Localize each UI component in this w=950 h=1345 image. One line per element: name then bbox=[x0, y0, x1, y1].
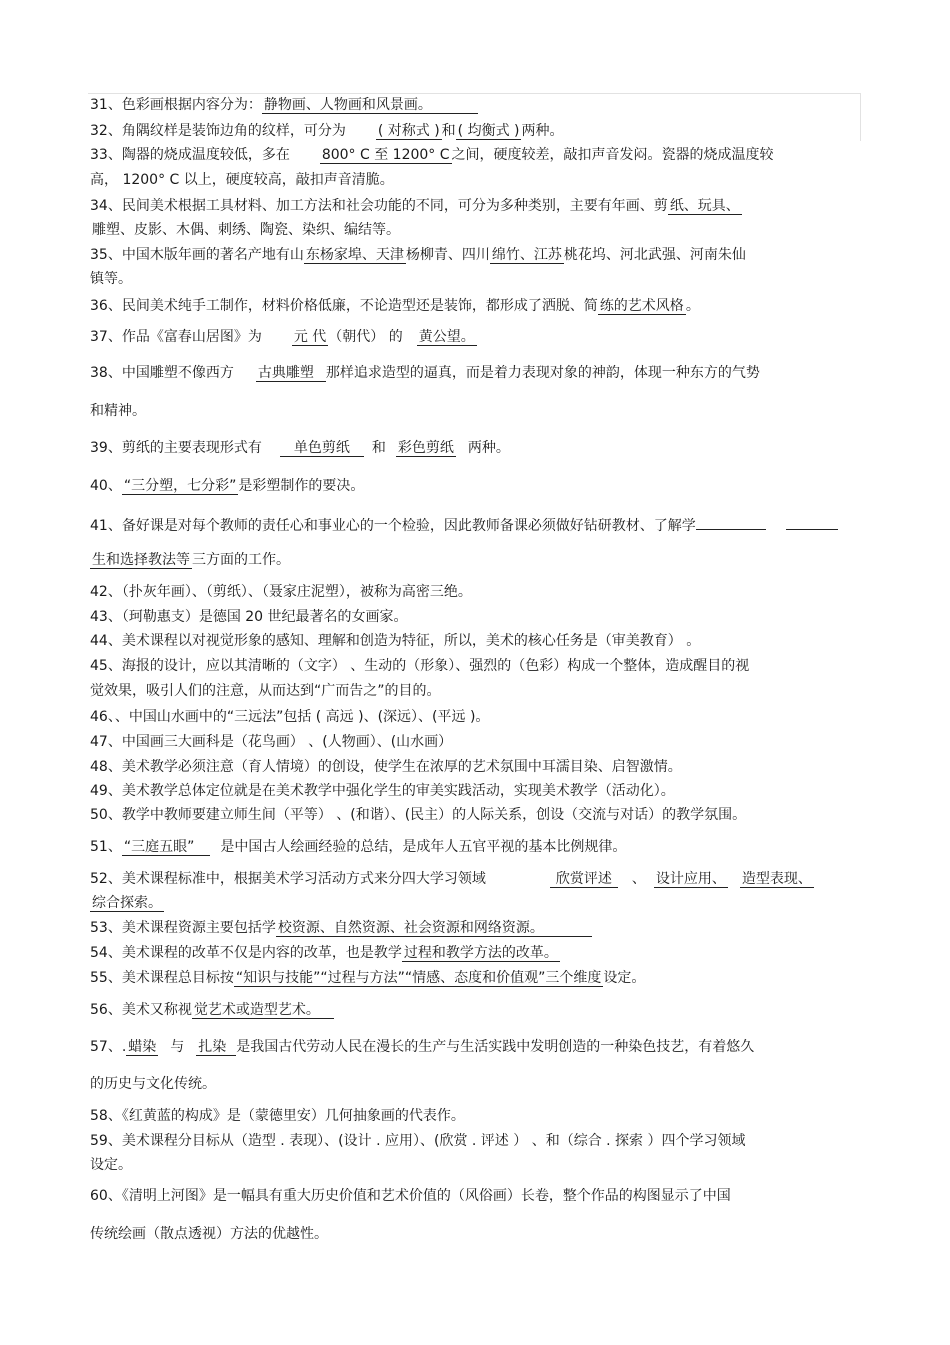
question-text: 桃花坞、河北武强、河南朱仙 bbox=[563, 247, 746, 263]
question-35-line2: 镇等。 bbox=[90, 271, 132, 287]
question-text: 、 bbox=[631, 871, 646, 887]
question-text: 57、. bbox=[90, 1039, 127, 1055]
question-text: 两种。 bbox=[521, 123, 564, 139]
answer: 造型表现、 bbox=[741, 871, 812, 887]
question-text: 38、中国雕塑不像西方 bbox=[90, 365, 234, 381]
question-text: 37、作品《富春山居图》为 bbox=[90, 329, 262, 345]
question-54 bbox=[90, 944, 560, 962]
question-50: 50、教学中教师要建立师生间（平等） 、(和谐）、(民主）的人际关系，创设（交流与对话）的教学氛围。 bbox=[90, 807, 747, 823]
question-text: 35、中国木版年画的著名产地有山 bbox=[90, 247, 304, 263]
question-31 bbox=[90, 96, 478, 114]
answer: 纸、玩具、 bbox=[669, 198, 740, 214]
question-text: 和 bbox=[441, 123, 456, 139]
question-36 bbox=[90, 297, 700, 315]
answer: 校资源、自然资源、社会资源和网络资源。 bbox=[276, 920, 592, 937]
question-52-line2 bbox=[90, 894, 164, 912]
question-text: 是我国古代劳动人民在漫长的生产与生活实践中发明创造的一种染色技艺，有着悠久 bbox=[236, 1039, 755, 1055]
question-41-line2 bbox=[90, 551, 290, 569]
question-text: 与 bbox=[170, 1039, 185, 1055]
answer: 设计应用、 bbox=[655, 871, 726, 887]
question-text: 三方面的工作。 bbox=[192, 552, 290, 568]
answer: 扎染 bbox=[196, 1039, 236, 1056]
question-45-line2: 觉效果，吸引人们的注意，从而达到“广而告之”的目的。 bbox=[90, 683, 441, 699]
answer: 绵竹、江苏 bbox=[491, 247, 562, 263]
question-59: 59、美术课程分目标从（造型 . 表现）、(设计 . 应用）、(欣赏 . 评述 ） 、和（综合 . 探索 ）四个学习领域 bbox=[90, 1133, 746, 1149]
answer: ( 对称式 ) bbox=[377, 123, 440, 139]
question-40 bbox=[90, 477, 364, 495]
question-text: 31、色彩画根据内容分为： bbox=[90, 97, 262, 113]
question-35 bbox=[90, 246, 746, 264]
question-59-line2: 设定。 bbox=[90, 1157, 132, 1173]
question-text: 34、民间美术根据工具材料、加工方法和社会功能的不同，可分为多种类别，主要有年画、剪 bbox=[90, 198, 668, 214]
answer: “三庭五眼” bbox=[122, 839, 211, 856]
question-34 bbox=[90, 197, 742, 215]
answer: 元 代 bbox=[293, 329, 327, 345]
question-45: 45、海报的设计，应以其清晰的（文字） 、生动的（形象）、强烈的（色彩）构成一个整体，造成醒目的视 bbox=[90, 658, 750, 674]
question-text: 54、美术课程的改革不仅是内容的改革，也是教学 bbox=[90, 945, 402, 961]
question-33-line2: 高， 1200° C 以上，硬度较高，敲扣声音清脆。 bbox=[90, 172, 394, 188]
answer: 东杨家埠、天津 bbox=[305, 247, 404, 263]
question-58: 58、《红黄蓝的构成》是（蒙德里安）几何抽象画的代表作。 bbox=[90, 1108, 465, 1124]
question-text: 32、角隅纹样是装饰边角的纹样，可分为 bbox=[90, 123, 346, 139]
question-text: 。 bbox=[685, 298, 700, 314]
answer: 练的艺术风格 bbox=[599, 298, 684, 314]
question-53 bbox=[90, 919, 592, 937]
question-38-line2: 和精神。 bbox=[90, 403, 146, 419]
question-text: 53、美术课程资源主要包括学 bbox=[90, 920, 276, 936]
answer: 古典雕塑 bbox=[256, 365, 326, 382]
question-text: 设定。 bbox=[603, 970, 646, 986]
question-48: 48、美术教学必须注意（育人情境）的创设，使学生在浓厚的艺术氛围中耳濡目染、启智激情。 bbox=[90, 759, 682, 775]
answer: 彩色剪纸 bbox=[397, 440, 454, 456]
question-text: 两种。 bbox=[467, 440, 510, 456]
question-47: 47、中国画三大画科是（花鸟画） 、(人物画）、(山水画） bbox=[90, 734, 453, 750]
answer: 黄公望。 bbox=[418, 329, 475, 345]
answer: 雕塑、皮影、木偶、刺绣、陶瓷、染织、编结等。 bbox=[92, 222, 400, 238]
question-56 bbox=[90, 1001, 334, 1019]
question-34-line2 bbox=[90, 221, 402, 239]
answer: 蜡染 bbox=[128, 1039, 157, 1055]
question-text: （朝代） 的 bbox=[328, 329, 403, 345]
question-text: 56、美术又称视 bbox=[90, 1002, 192, 1018]
question-57 bbox=[90, 1038, 754, 1056]
question-text: 52、美术课程标准中，根据美术学习活动方式来分四大学习领域 bbox=[90, 871, 486, 887]
question-text: 51、 bbox=[90, 839, 122, 855]
answer-blank bbox=[786, 514, 838, 530]
answer: ( 均衡式 ) bbox=[457, 123, 520, 139]
question-text: 是彩塑制作的要决。 bbox=[238, 478, 365, 494]
question-49: 49、美术教学总体定位就是在美术教学中强化学生的审美实践活动，实现美术教学（活动化）。 bbox=[90, 783, 675, 799]
question-text: 39、剪纸的主要表现形式有 bbox=[90, 440, 262, 456]
question-text: 33、陶器的烧成温度较低，多在 bbox=[90, 147, 290, 163]
answer: 单色剪纸 bbox=[280, 440, 364, 457]
question-text: 那样追求造型的逼真，而是着力表现对象的神韵，体现一种东方的气势 bbox=[325, 365, 760, 381]
question-text: 杨柳青、四川 bbox=[405, 247, 490, 263]
question-52 bbox=[90, 870, 814, 888]
question-32 bbox=[90, 122, 563, 140]
question-text: 和 bbox=[371, 440, 386, 456]
question-text: 55、美术课程总目标按 bbox=[90, 970, 234, 986]
answer: 综合探索。 bbox=[92, 895, 162, 911]
answer: 过程和教学方法的改革。 bbox=[403, 945, 558, 961]
question-38 bbox=[90, 364, 760, 382]
page-frame-top bbox=[88, 93, 860, 94]
answer: 800° C 至 1200° C bbox=[321, 147, 450, 163]
question-text: 是中国古人绘画经验的总结，是成年人五官平视的基本比例规律。 bbox=[220, 839, 627, 855]
answer: 生和选择教法等 bbox=[92, 552, 190, 568]
question-37 bbox=[90, 328, 477, 346]
question-43: 43、（珂勒惠支）是德国 20 世纪最著名的女画家。 bbox=[90, 609, 408, 625]
question-42: 42、（扑灰年画）、（剪纸）、（聂家庄泥塑），被称为高密三绝。 bbox=[90, 584, 472, 600]
question-51 bbox=[90, 838, 626, 856]
question-text: 之间，硬度较差，敲扣声音发闷。瓷器的烧成温度较 bbox=[451, 147, 774, 163]
question-60: 60、《清明上河图》是一幅具有重大历史价值和艺术价值的（风俗画）长卷，整个作品的构图显示了中国 bbox=[90, 1188, 731, 1204]
answer: 静物画、人物画和风景画。 bbox=[262, 97, 478, 114]
question-46: 46、、中国山水画中的“三远法”包括 ( 高远 )、(深远）、(平远 )。 bbox=[90, 709, 490, 725]
question-44: 44、美术课程以对视觉形象的感知、理解和创造为特征，所以，美术的核心任务是（审美教育） 。 bbox=[90, 633, 701, 649]
answer-blank bbox=[696, 514, 766, 530]
answer: “三分塑，七分彩” bbox=[123, 478, 237, 494]
question-57-line2: 的历史与文化传统。 bbox=[90, 1076, 216, 1092]
question-39 bbox=[90, 439, 510, 457]
question-33 bbox=[90, 146, 774, 164]
question-55 bbox=[90, 969, 645, 987]
question-41 bbox=[90, 514, 838, 535]
answer: 觉艺术或造型艺术。 bbox=[192, 1002, 334, 1019]
page-frame-right bbox=[860, 93, 861, 141]
answer: “知识与技能”“过程与方法”“情感、态度和价值观”三个维度 bbox=[235, 970, 602, 986]
question-text: 41、备好课是对每个教师的责任心和事业心的一个检验，因此教师备课必须做好钻研教材、了解学 bbox=[90, 518, 696, 534]
question-text: 36、民间美术纯手工制作，材料价格低廉，不论造型还是装饰，都形成了洒脱、简 bbox=[90, 298, 598, 314]
answer: 欣赏评述 bbox=[550, 871, 618, 888]
question-60-line2: 传统绘画（散点透视）方法的优越性。 bbox=[90, 1226, 328, 1242]
question-text: 40、 bbox=[90, 478, 122, 494]
